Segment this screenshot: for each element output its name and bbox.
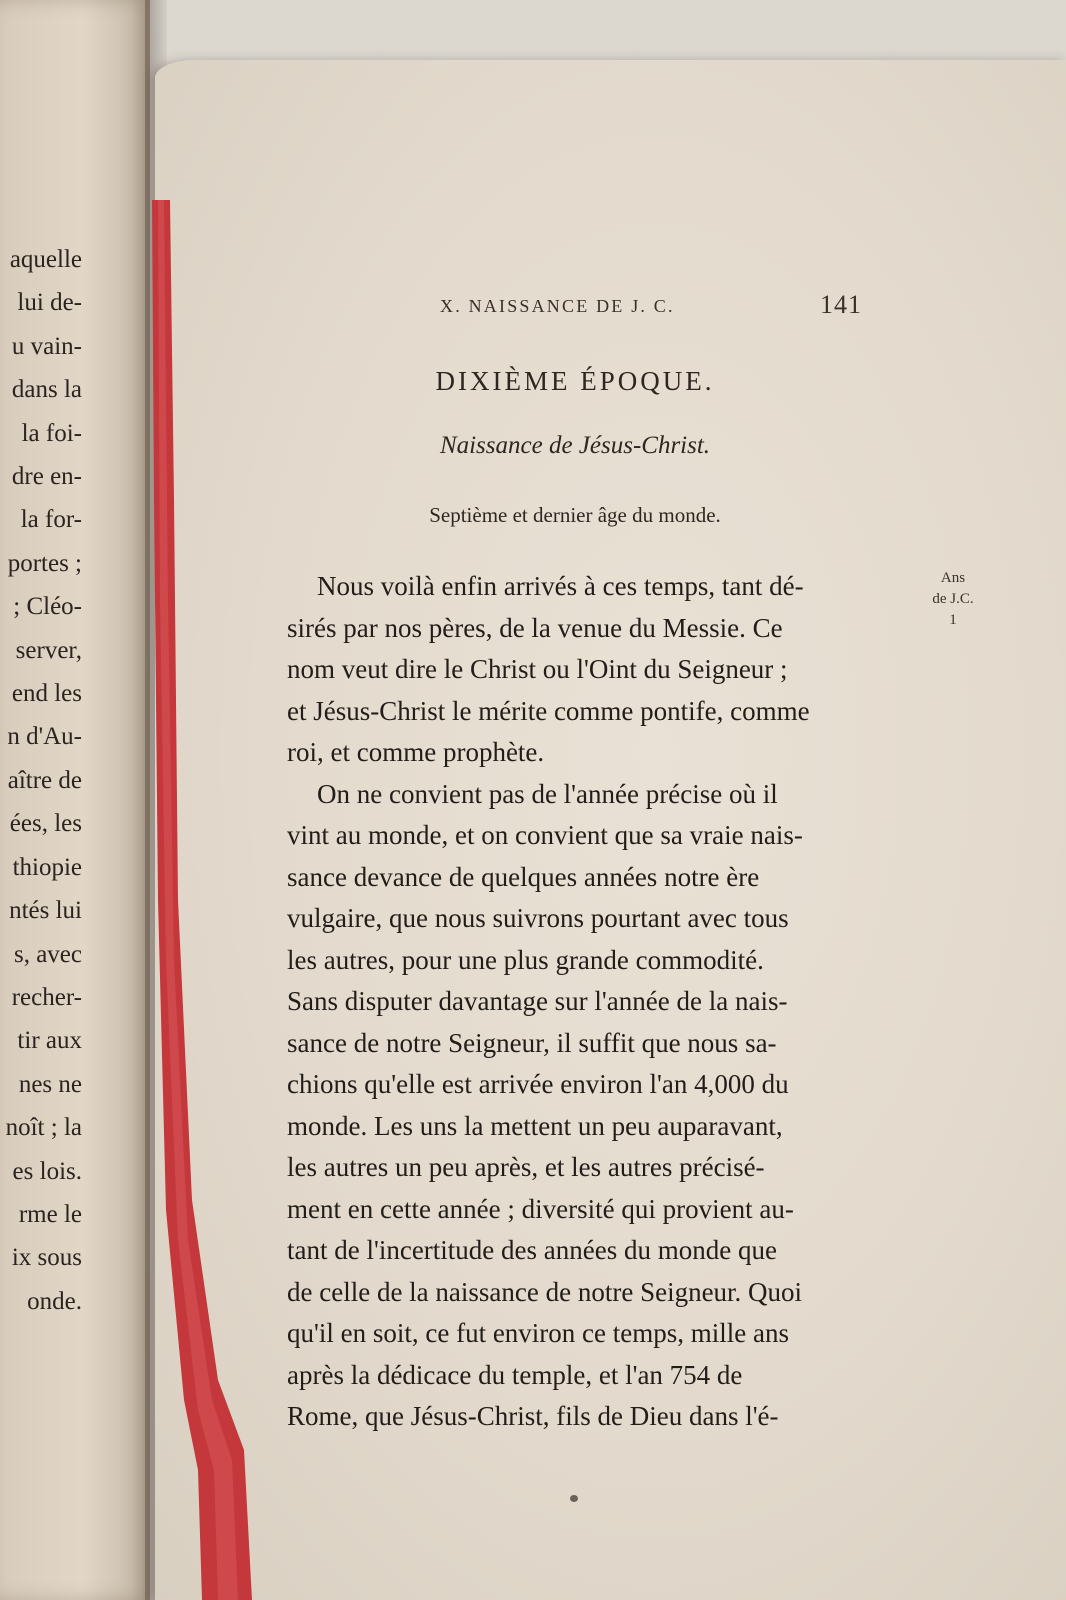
left-line: onde.: [27, 1287, 82, 1315]
body-line: Sans disputer davantage sur l'année de la nais-: [287, 986, 788, 1016]
body-line: ment en cette année ; diversité qui provient au-: [287, 1193, 794, 1224]
body-line: vint au monde, et on convient que sa vraie nais-: [287, 820, 803, 850]
body-line: chions qu'elle est arrivée environ l'an 4,000 du: [287, 1069, 789, 1099]
left-line: aquelle: [9, 246, 82, 273]
left-line: dans la: [11, 376, 82, 404]
left-line: nes ne: [18, 1070, 82, 1098]
body-line: les autres un peu après, et les autres précisé-: [287, 1152, 765, 1182]
left-line: rme le: [18, 1200, 82, 1228]
body-line: roi, et comme prophète.: [287, 737, 545, 767]
left-line: aître de: [7, 766, 82, 794]
body-line: et Jésus-Christ le mérite comme pontife, comme: [287, 695, 810, 726]
body-line: sance devance de quelques années notre ère: [287, 861, 760, 892]
left-line: noît ; la: [5, 1114, 82, 1142]
body-line: sirés par nos pères, de la venue du Messie. Ce: [287, 612, 783, 643]
left-line: lui de-: [17, 289, 82, 317]
section-heading: Septième et dernier âge du monde.: [429, 503, 721, 527]
body-line: de celle de la naissance de notre Seigneur. Quoi: [287, 1276, 803, 1307]
left-line: recher-: [11, 983, 82, 1011]
margin-note-line: de J.C.: [932, 591, 974, 607]
left-line: ntés lui: [9, 897, 82, 925]
left-line: s, avec: [13, 940, 82, 968]
body-line: monde. Les uns la mettent un peu auparavant,: [287, 1110, 783, 1141]
left-line: ix sous: [11, 1244, 82, 1272]
margin-note: [918, 568, 988, 631]
body-line: tant de l'incertitude des années du monde que: [287, 1235, 777, 1265]
margin-note-line: 1: [949, 612, 957, 628]
paper-speck: [570, 1495, 578, 1502]
chapter-title: DIXIÈME ÉPOQUE.: [435, 366, 715, 396]
body-line: Rome, que Jésus-Christ, fils de Dieu dans l'é-: [287, 1401, 779, 1431]
left-line: es lois.: [12, 1157, 82, 1185]
left-line: la for-: [20, 506, 82, 534]
body-line: qu'il en soit, ce fut environ ce temps, mille ans: [287, 1318, 789, 1348]
left-line: server,: [15, 636, 82, 664]
left-line: ; Cléo-: [13, 593, 82, 621]
body-line: vulgaire, que nous suivrons pourtant avec tous: [287, 903, 789, 933]
body-line: après la dédicace du temple, et l'an 754 de: [287, 1359, 743, 1390]
body-line: On ne convient pas de l'année précise où il: [317, 778, 778, 809]
left-line: u vain-: [11, 332, 82, 360]
left-line: portes ;: [7, 549, 82, 577]
page-number: 141: [820, 290, 862, 319]
left-line: thiopie: [12, 853, 82, 881]
left-line: ées, les: [9, 810, 82, 838]
left-line: dre en-: [11, 463, 82, 491]
left-line: tir aux: [17, 1027, 82, 1055]
body-line: sance de notre Seigneur, il suffit que nous sa-: [287, 1027, 777, 1058]
left-page-text: [6, 238, 82, 1323]
running-title: X. NAISSANCE DE J. C.: [440, 296, 675, 316]
body-line: Nous voilà enfin arrivés à ces temps, tant dé-: [317, 571, 804, 601]
body-line: les autres, pour une plus grande commodité.: [287, 944, 764, 975]
chapter-subtitle: Naissance de Jésus-Christ.: [439, 432, 711, 459]
left-line: end les: [11, 680, 82, 708]
left-page: [0, 0, 150, 1600]
margin-note-line: Ans: [940, 570, 966, 586]
left-line: n d'Au-: [7, 723, 82, 751]
body-text: [287, 566, 907, 1438]
left-line: la foi-: [21, 419, 82, 447]
body-line: nom veut dire le Christ ou l'Oint du Seigneur ;: [287, 654, 788, 684]
